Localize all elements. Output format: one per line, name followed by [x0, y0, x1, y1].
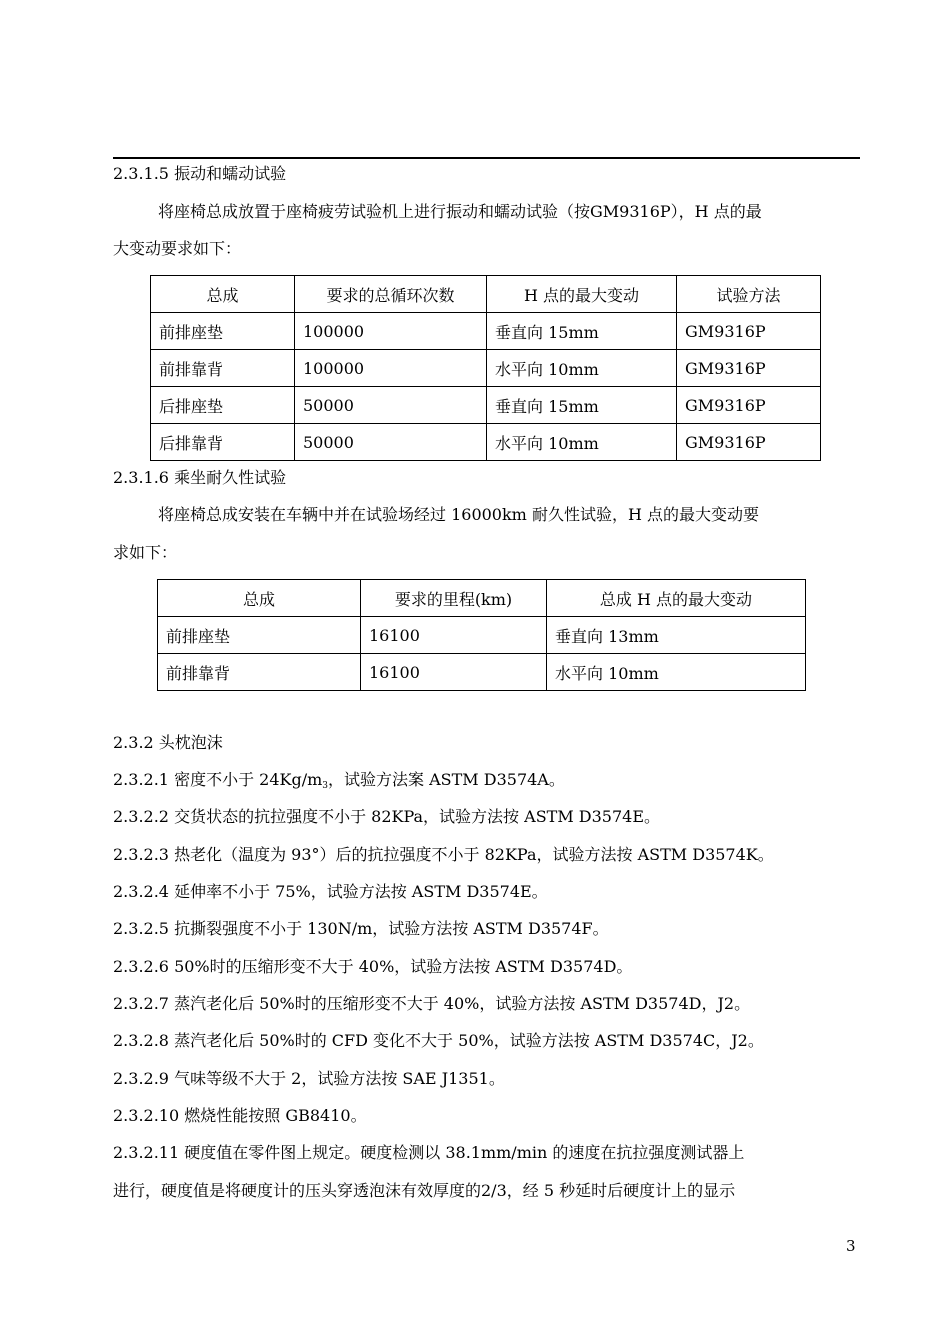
spec-item: 2.3.2.11 硬度值在零件图上规定。硬度检测以 38.1mm/min 的速度在抗拉强度测试器上	[113, 1143, 745, 1162]
table-row	[151, 350, 821, 387]
spec-item: 2.3.2.9 气味等级不大于 2，试验方法按 SAE J1351。	[113, 1069, 505, 1088]
table-cell: 100000	[295, 350, 487, 387]
spec-item: 2.3.2.7 蒸汽老化后 50%时的压缩形变不大于 40%，试验方法按 ASTM D3574D，J2。	[113, 994, 751, 1013]
durability-test-table	[157, 579, 806, 691]
table-cell: GM9316P	[677, 313, 821, 350]
table-cell: 垂直向 15mm	[487, 313, 677, 350]
paragraph-line: 将座椅总成安装在车辆中并在试验场经过 16000km 耐久性试验，H 点的最大变动要	[158, 505, 759, 524]
table-cell: 前排座垫	[158, 617, 361, 654]
section-heading-2-3-1-5: 2.3.1.5 振动和蠕动试验	[113, 164, 287, 183]
column-header: 要求的里程(km)	[361, 580, 547, 617]
table-row	[158, 617, 806, 654]
column-header: 总成 H 点的最大变动	[547, 580, 806, 617]
paragraph-line: 求如下：	[113, 543, 178, 562]
table-cell: GM9316P	[677, 387, 821, 424]
column-header: 试验方法	[677, 276, 821, 313]
paragraph-line: 将座椅总成放置于座椅疲劳试验机上进行振动和蠕动试验（按GM9316P），H 点的最	[158, 202, 762, 221]
table-cell: GM9316P	[677, 424, 821, 461]
table-cell: 前排座垫	[151, 313, 295, 350]
section-heading-2-3-1-6: 2.3.1.6 乘坐耐久性试验	[113, 468, 287, 487]
table-cell: 前排靠背	[158, 654, 361, 691]
table-cell: 垂直向 15mm	[487, 387, 677, 424]
spec-item: 2.3.2.3 热老化（温度为 93°）后的抗拉强度不小于 82KPa，试验方法按 ASTM D3574K。	[113, 845, 774, 864]
table-cell: 前排靠背	[151, 350, 295, 387]
table-cell: 50000	[295, 387, 487, 424]
table-header-row	[151, 276, 821, 313]
spec-item-text: ，试验方法案 ASTM D3574A。	[328, 770, 565, 789]
column-header: 要求的总循环次数	[295, 276, 487, 313]
spec-item: 2.3.2.8 蒸汽老化后 50%时的 CFD 变化不大于 50%，试验方法按 ASTM D3574C，J2。	[113, 1031, 764, 1050]
column-header: 总成	[151, 276, 295, 313]
column-header: 总成	[158, 580, 361, 617]
table-cell: 垂直向 13mm	[547, 617, 806, 654]
table-cell: 水平向 10mm	[547, 654, 806, 691]
header-rule	[113, 157, 860, 159]
table-cell: GM9316P	[677, 350, 821, 387]
column-header: H 点的最大变动	[487, 276, 677, 313]
spec-item: 2.3.2.4 延伸率不小于 75%，试验方法按 ASTM D3574E。	[113, 882, 548, 901]
table-cell: 后排座垫	[151, 387, 295, 424]
table-cell: 水平向 10mm	[487, 350, 677, 387]
spec-item-text: 2.3.2.1 密度不小于 24Kg/m	[113, 770, 323, 789]
table-cell: 水平向 10mm	[487, 424, 677, 461]
spec-item: 2.3.2.10 燃烧性能按照 GB8410。	[113, 1106, 367, 1125]
section-heading-2-3-2: 2.3.2 头枕泡沫	[113, 733, 223, 752]
spec-item: 2.3.2.6 50%时的压缩形变不大于 40%，试验方法按 ASTM D3574D。	[113, 957, 633, 976]
table-cell: 100000	[295, 313, 487, 350]
spec-item: 2.3.2.5 抗撕裂强度不小于 130N/m，试验方法按 ASTM D3574F。	[113, 919, 609, 938]
table-cell: 16100	[361, 654, 547, 691]
table-row	[151, 313, 821, 350]
vibration-test-table	[150, 275, 821, 461]
table-row	[158, 654, 806, 691]
table-cell: 50000	[295, 424, 487, 461]
table-header-row	[158, 580, 806, 617]
table-row	[151, 424, 821, 461]
spec-item: 进行，硬度值是将硬度计的压头穿透泡沫有效厚度的2/3，经 5 秒延时后硬度计上的显示	[113, 1181, 736, 1200]
spec-item	[113, 770, 565, 790]
spec-item: 2.3.2.2 交货状态的抗拉强度不小于 82KPa，试验方法按 ASTM D3574E。	[113, 807, 661, 826]
unit-superscript: 3	[322, 781, 329, 791]
table-row	[151, 387, 821, 424]
paragraph-line: 大变动要求如下：	[113, 239, 242, 258]
table-cell: 16100	[361, 617, 547, 654]
page-number: 3	[846, 1237, 856, 1255]
table-cell: 后排靠背	[151, 424, 295, 461]
